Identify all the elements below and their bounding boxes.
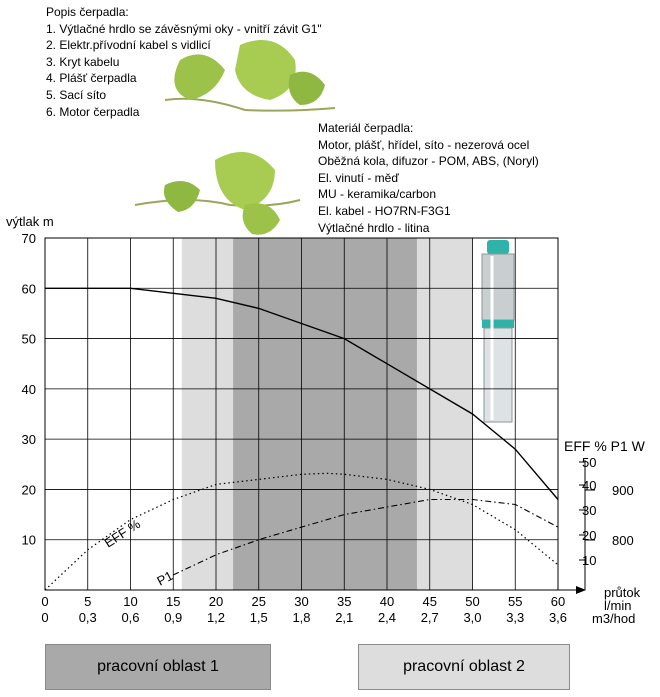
x-tick-label: 5 xyxy=(84,594,92,609)
y-tick-label: 60 xyxy=(21,281,36,297)
x-tick-label: 55 xyxy=(508,594,523,609)
material-heading: Materiál čerpadla: xyxy=(318,121,414,135)
x-tick-label-m3h: 2,1 xyxy=(335,610,354,625)
x-tick-label-m3h: 0,9 xyxy=(164,610,183,625)
x-tick-label: 25 xyxy=(251,594,266,609)
description-item: 3. Kryt kabelu xyxy=(46,54,120,69)
description-item: 4. Plášť čerpadla xyxy=(46,71,137,86)
material-item: El. vinutí - měď xyxy=(318,170,399,185)
x-tick-label-m3h: 3,0 xyxy=(463,610,482,625)
description-item: 6. Motor čerpadla xyxy=(46,104,140,119)
right-eff-tick-label: 50 xyxy=(582,455,597,470)
description-item: 1. Výtlačné hrdlo se závěsnými oky - vnitří závit G1" xyxy=(46,21,322,36)
working-zones xyxy=(182,238,473,590)
x-tick-label: 40 xyxy=(379,594,395,609)
description-heading: Popis čerpadla: xyxy=(46,5,129,19)
x-tick-label: 0 xyxy=(41,594,49,609)
right-eff-tick-label: 30 xyxy=(582,503,597,518)
description-item: 5. Sací síto xyxy=(46,87,107,102)
x-axis-unit-m3h: m3/hod xyxy=(592,611,636,626)
legend-working-zone-1: pracovní oblast 1 xyxy=(45,644,271,690)
x-tick-label: 30 xyxy=(294,594,309,609)
x-tick-label-m3h: 0,3 xyxy=(78,610,97,625)
x-tick-label-m3h: 3,3 xyxy=(506,610,525,625)
working-zone-band xyxy=(233,238,417,590)
x-tick-label-m3h: 2,4 xyxy=(377,610,397,625)
x-tick-label-m3h: 3,6 xyxy=(548,610,568,625)
x-axis-unit-lmin: l/min xyxy=(604,598,632,613)
x-tick-label: 50 xyxy=(465,594,480,609)
y-tick-label: 50 xyxy=(21,331,36,347)
x-tick-label: 60 xyxy=(550,594,566,609)
material-item: El. kabel - HO7RN-F3G1 xyxy=(318,203,451,218)
x-tick-label-m3h: 2,7 xyxy=(420,610,439,625)
x-tick-label: 10 xyxy=(123,594,138,609)
y-tick-label: 10 xyxy=(21,532,36,548)
legend-working-zone-2: pracovní oblast 2 xyxy=(358,644,570,690)
x-tick-label-m3h: 1,8 xyxy=(292,610,311,625)
material-item: Výtlačné hrdlo - litina xyxy=(318,220,430,235)
right-axis-title: EFF % P1 W xyxy=(564,438,645,454)
right-eff-tick-label: 40 xyxy=(582,478,597,493)
right-p1-tick-label: 800 xyxy=(612,533,634,548)
y-tick-label: 20 xyxy=(21,482,36,498)
right-eff-tick-label: 20 xyxy=(582,528,597,543)
x-tick-label: 15 xyxy=(166,594,181,609)
series-label-eff: EFF % xyxy=(101,516,143,551)
right-eff-tick-label: 10 xyxy=(582,553,597,568)
x-tick-label-m3h: 1,5 xyxy=(249,610,268,625)
x-tick-label-m3h: 1,2 xyxy=(206,610,226,625)
x-tick-label-m3h: 0 xyxy=(41,610,49,625)
series-label-p1: P1 xyxy=(154,567,176,589)
material-item: MU - keramika/carbon xyxy=(318,187,437,202)
vine-leaves-illustration xyxy=(135,40,335,235)
y-tick-label: 40 xyxy=(21,381,36,397)
material-item: Motor, plášť, hřídel, síto - nezerová ocel xyxy=(318,137,530,152)
right-p1-tick-label: 900 xyxy=(612,483,634,498)
y-tick-label: 30 xyxy=(21,432,36,448)
description-item: 2. Elektr.přívodní kabel s vidlicí xyxy=(46,38,211,53)
y-tick-label: 70 xyxy=(21,231,36,246)
x-tick-label: 45 xyxy=(422,594,437,609)
x-tick-label-m3h: 0,6 xyxy=(121,610,140,625)
x-axis-title: průtok xyxy=(604,585,641,600)
pump-illustration xyxy=(482,240,514,422)
material-item: Oběžná kola, difuzor - POM, ABS, (Noryl) xyxy=(318,154,539,169)
x-tick-label: 35 xyxy=(337,594,352,609)
y-axis-title: výtlak m xyxy=(6,214,54,229)
x-tick-label: 20 xyxy=(208,594,224,609)
